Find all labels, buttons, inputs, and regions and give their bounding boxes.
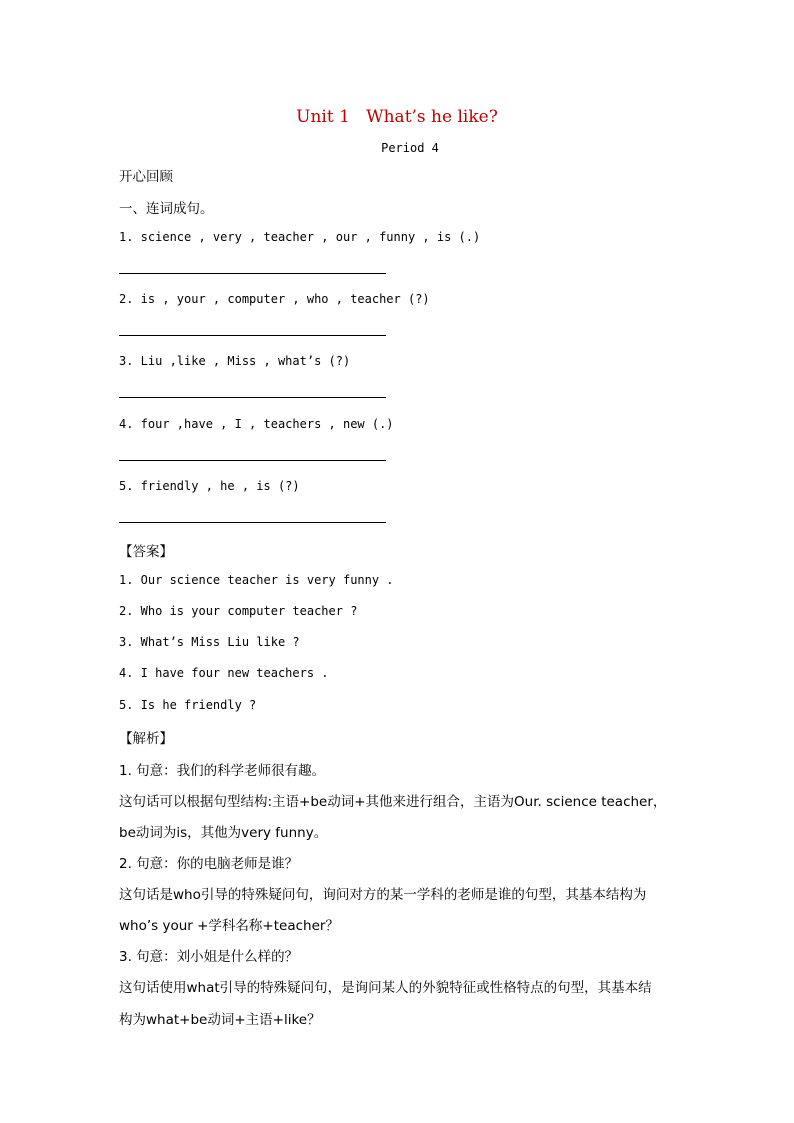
answer-blank-5	[119, 522, 386, 523]
analysis-line: 1. 句意：我们的科学老师很有趣。	[119, 763, 326, 779]
exercise-heading: 一、连词成句。	[119, 201, 214, 217]
page-title: Unit 1 What’s he like?	[296, 107, 498, 127]
answer-heading: 【答案】	[119, 544, 173, 560]
analysis-line: 构为what+be动词+主语+like？	[119, 1012, 321, 1028]
question-4: 4. four ,have , I , teachers , new (.)	[119, 417, 394, 431]
answer-1: 1. Our science teacher is very funny .	[119, 573, 394, 587]
analysis-line: 这句话可以根据句型结构:主语+be动词+其他来进行组合，主语为Our. science teacher，	[119, 794, 667, 810]
answer-5: 5. Is he friendly ?	[119, 698, 257, 712]
answer-4: 4. I have four new teachers .	[119, 666, 329, 680]
analysis-line: 这句话是who引导的特殊疑问句，询问对方的某一学科的老师是谁的句型，其基本结构为	[119, 887, 647, 903]
analysis-line: 3. 句意：刘小姐是什么样的？	[119, 949, 299, 965]
answer-2: 2. Who is your computer teacher ?	[119, 604, 358, 618]
question-2: 2. is , your , computer , who , teacher (?)	[119, 292, 430, 306]
analysis-line: 2. 句意：你的电脑老师是谁？	[119, 856, 299, 872]
answer-3: 3. What’s Miss Liu like ?	[119, 635, 300, 649]
answer-blank-4	[119, 460, 386, 461]
question-3: 3. Liu ,like , Miss , what’s (?)	[119, 354, 351, 368]
page-subtitle: Period 4	[381, 141, 439, 155]
analysis-line: be动词为is，其他为very funny。	[119, 825, 328, 841]
answer-blank-2	[119, 335, 386, 336]
question-1: 1. science , very , teacher , our , funny , is (.)	[119, 230, 481, 244]
analysis-line: who’s your +学科名称+teacher？	[119, 918, 339, 934]
answer-blank-1	[119, 273, 386, 274]
analysis-line: 这句话使用what引导的特殊疑问句，是询问某人的外貌特征或性格特点的句型，其基本结	[119, 980, 652, 996]
answer-blank-3	[119, 397, 386, 398]
analysis-heading: 【解析】	[119, 731, 173, 747]
question-5: 5. friendly , he , is (?)	[119, 479, 300, 493]
section-heading: 开心回顾	[119, 169, 173, 185]
